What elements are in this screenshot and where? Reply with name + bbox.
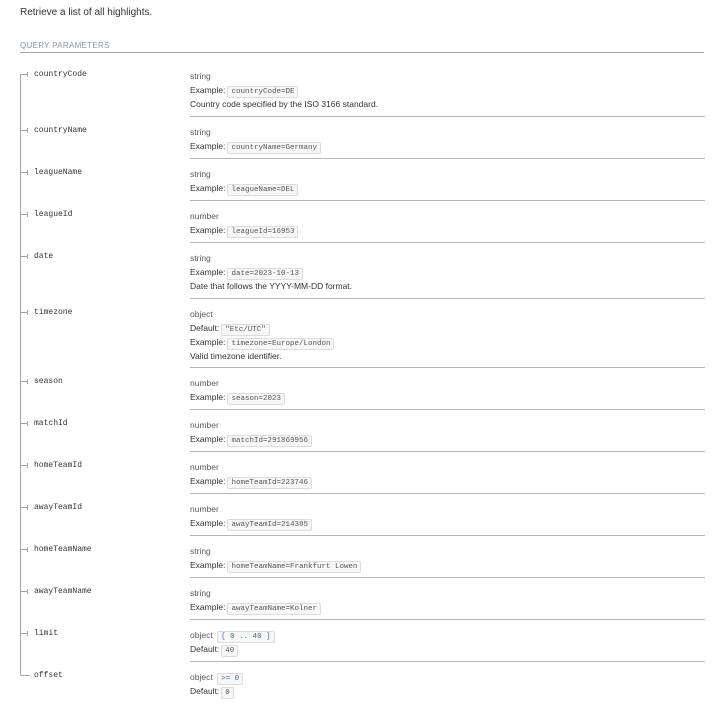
param-name-countryCode: countryCode	[20, 70, 87, 80]
param-details-leagueId	[190, 210, 705, 238]
param-name-awayTeamName: awayTeamName	[20, 587, 92, 597]
param-type: string	[190, 71, 211, 81]
param-note: Valid timezone identifier.	[190, 350, 282, 361]
param-name-homeTeamId: homeTeamId	[20, 461, 82, 471]
param-type: string	[190, 253, 211, 263]
param-type-with-range: object >= 0	[190, 671, 705, 685]
param-name-awayTeamId: awayTeamId	[20, 503, 82, 513]
param-type: object	[190, 309, 213, 319]
param-type: string	[190, 169, 211, 179]
param-details-offset	[190, 671, 705, 699]
param-name-homeTeamName: homeTeamName	[20, 545, 92, 555]
param-details-countryCode	[190, 70, 705, 111]
example-value: season=2023	[227, 393, 285, 405]
query-parameters-heading: QUERY PARAMETERS	[20, 41, 110, 50]
param-name-matchId: matchId	[20, 419, 68, 429]
param-example: Example: homeTeamId=223746	[190, 475, 705, 489]
param-name-limit: limit	[20, 629, 58, 639]
param-type: string	[190, 546, 211, 556]
example-value: leagueName=DEL	[227, 184, 298, 196]
row-divider	[190, 298, 705, 299]
param-tree-line	[20, 74, 21, 674]
param-example: Example: homeTeamName=Frankfurt Lowen	[190, 559, 705, 573]
param-name-leagueId: leagueId	[20, 210, 72, 220]
param-details-matchId	[190, 419, 705, 447]
param-example: Example: countryCode=DE	[190, 84, 705, 98]
param-details-limit	[190, 629, 705, 657]
example-value: matchId=291869956	[227, 435, 312, 447]
param-type-with-range: object [ 0 .. 40 ]	[190, 629, 705, 643]
example-value: date=2023-10-13	[227, 268, 303, 280]
default-value: 40	[221, 645, 238, 657]
param-example: Example: leagueId=16953	[190, 224, 705, 238]
row-divider	[190, 577, 705, 578]
param-name-offset: offset	[34, 671, 63, 680]
param-type: number	[190, 211, 219, 221]
param-details-awayTeamId	[190, 503, 705, 531]
param-default: Default: "Etc/UTC"	[190, 322, 705, 336]
default-value: 0	[221, 687, 234, 699]
param-details-leagueName	[190, 168, 705, 196]
row-divider	[190, 409, 705, 410]
param-type: string	[190, 127, 211, 137]
example-value: homeTeamName=Frankfurt Lowen	[227, 561, 361, 573]
param-type: number	[190, 378, 219, 388]
param-default: Default: 40	[190, 643, 705, 657]
param-default: Default: 0	[190, 685, 705, 699]
param-example: Example: date=2023-10-13	[190, 266, 705, 280]
param-example: Example: awayTeamId=214385	[190, 517, 705, 531]
row-divider	[190, 535, 705, 536]
row-divider	[190, 200, 705, 201]
param-name-season: season	[20, 377, 63, 387]
param-type: number	[190, 504, 219, 514]
example-value: awayTeamId=214385	[227, 519, 312, 531]
example-value: homeTeamId=223746	[227, 477, 312, 489]
range-value: >= 0	[217, 673, 243, 685]
row-divider	[190, 367, 705, 368]
param-example: Example: awayTeamName=Kolner	[190, 601, 705, 615]
row-divider	[190, 661, 705, 662]
example-value: countryName=Germany	[227, 142, 321, 154]
param-type: number	[190, 462, 219, 472]
param-details-homeTeamName	[190, 545, 705, 573]
endpoint-description: Retrieve a list of all highlights.	[20, 7, 153, 18]
range-value: [ 0 .. 40 ]	[217, 631, 275, 643]
param-example: Example: leagueName=DEL	[190, 182, 705, 196]
row-divider	[190, 451, 705, 452]
row-divider	[190, 158, 705, 159]
section-divider	[20, 52, 704, 53]
param-example: Example: timezone=Europe/London	[190, 336, 705, 350]
param-name-leagueName: leagueName	[20, 168, 82, 178]
example-value: leagueId=16953	[227, 226, 298, 238]
example-value: countryCode=DE	[227, 86, 298, 98]
param-details-countryName	[190, 126, 705, 154]
param-type: number	[190, 420, 219, 430]
row-divider	[190, 493, 705, 494]
param-details-date	[190, 252, 705, 293]
param-note: Country code specified by the ISO 3166 standard.	[190, 98, 379, 109]
param-example: Example: matchId=291869956	[190, 433, 705, 447]
row-divider	[190, 619, 705, 620]
param-type: string	[190, 588, 211, 598]
default-value: "Etc/UTC"	[221, 324, 270, 336]
row-divider	[190, 242, 705, 243]
param-details-awayTeamName	[190, 587, 705, 615]
example-value: awayTeamName=Kolner	[227, 603, 321, 615]
param-note: Date that follows the YYYY-MM-DD format.	[190, 280, 353, 291]
param-details-homeTeamId	[190, 461, 705, 489]
row-divider	[190, 116, 705, 117]
param-name-timezone: timezone	[20, 308, 72, 318]
param-example: Example: countryName=Germany	[190, 140, 705, 154]
param-details-timezone	[190, 308, 705, 363]
param-name-countryName: countryName	[20, 126, 87, 136]
param-name-date: date	[20, 252, 53, 262]
param-example: Example: season=2023	[190, 391, 705, 405]
example-value: timezone=Europe/London	[227, 338, 334, 350]
param-details-season	[190, 377, 705, 405]
